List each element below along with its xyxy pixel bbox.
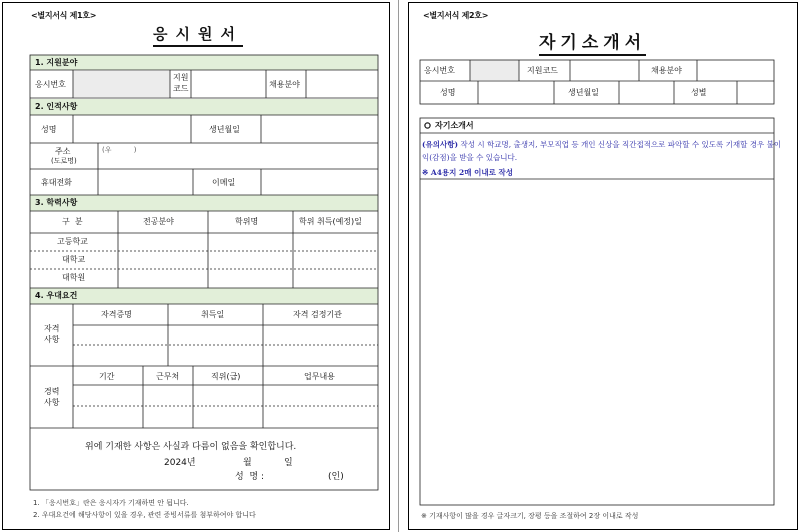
section-preference: 4. 우대요건 — [35, 291, 78, 300]
gender-field[interactable] — [738, 82, 773, 103]
header-position: 직위(급) — [211, 372, 241, 381]
header-cert-date: 취득일 — [201, 310, 225, 319]
form-number-2: <별지서식 제2호> — [423, 11, 489, 20]
birth-field[interactable] — [262, 116, 377, 142]
note-item: 2. 우대요건에 해당사항이 있을 경우, 관련 증빙서류를 첨부하여야 합니다 — [33, 511, 256, 519]
label-hire-field: 채용분야 — [269, 80, 300, 89]
section-apply-field: 1. 지원분야 — [35, 58, 78, 67]
header-cert-name: 자격증명 — [101, 310, 132, 319]
label-career: 경력 — [44, 387, 60, 396]
note-item: 1. 「응시번호」란은 응시자가 기재하면 안 됩니다. — [33, 499, 189, 507]
label-hire-field: 채용분야 — [651, 66, 682, 75]
label-name: 성명 — [440, 88, 456, 97]
row-high-school: 고등학교 — [57, 237, 88, 246]
label-birth: 생년월일 — [568, 88, 599, 97]
label-mobile: 휴대전화 — [41, 178, 72, 187]
caution-notice — [422, 138, 782, 164]
self-introduction-title: 자기소개서 — [539, 28, 646, 56]
header-cert-org: 자격 검정기관 — [293, 310, 342, 319]
label-address: 주소 — [55, 147, 71, 156]
label-cert: 자격 — [44, 324, 60, 333]
row-university: 대학교 — [62, 255, 86, 264]
confirm-seal: (인) — [328, 472, 344, 482]
zip-code-field[interactable]: (우 ) — [102, 146, 137, 154]
confirm-year: 2024년 — [164, 458, 196, 468]
footer-note: ※ 기재사항이 많을 경우 글자크기, 장평 등을 조절하여 2장 이내로 작성 — [421, 512, 639, 520]
confirm-day: 일 — [284, 458, 293, 468]
row-graduate: 대학원 — [62, 273, 86, 282]
confirm-name-label: 성 명 : — [235, 472, 265, 482]
self-intro-writing-area[interactable] — [421, 180, 773, 504]
confirm-month: 월 — [243, 458, 252, 468]
label-name: 성명 — [41, 125, 57, 134]
hire-field-field[interactable] — [698, 61, 773, 80]
label-exam-number: 응시번호 — [35, 80, 66, 89]
name-field[interactable] — [74, 116, 190, 142]
birth-field[interactable] — [620, 82, 673, 103]
header-period: 기간 — [99, 372, 115, 381]
label-apply-code: 지원코드 — [527, 66, 558, 75]
label-birth: 생년월일 — [209, 125, 240, 134]
label-address-road: (도로명) — [51, 157, 77, 165]
hire-field-field[interactable] — [307, 71, 377, 97]
application-form-page — [2, 2, 390, 530]
header-degree: 학위명 — [235, 217, 259, 226]
mobile-field[interactable] — [99, 170, 192, 194]
caution-text: 작성 시 학교명, 출생지, 부모직업 등 개인 신상을 직간접적으로 파악할 수 있도록 기재할 경우 불이익(감점)을 받을 수 있습니다. — [422, 140, 782, 162]
label-apply-code-2: 코드 — [173, 84, 189, 93]
name-field[interactable] — [479, 82, 553, 103]
a4-limit-note: ※ A4용지 2매 이내로 작성 — [422, 168, 513, 177]
label-career-2: 사항 — [44, 398, 60, 407]
form-number-1: <별지서식 제1호> — [31, 11, 97, 20]
header-workplace: 근무처 — [156, 372, 180, 381]
header-duties: 업무내용 — [304, 372, 335, 381]
header-degree-date: 학위 취득(예정)일 — [299, 217, 362, 226]
apply-code-field[interactable] — [191, 71, 265, 97]
label-gender: 성별 — [691, 88, 707, 97]
section-personal-info: 2. 인적사항 — [35, 102, 78, 111]
header-major: 전공분야 — [143, 217, 174, 226]
label-exam-number: 응시번호 — [424, 66, 455, 75]
label-cert-2: 사항 — [44, 335, 60, 344]
self-introduction-page — [408, 2, 798, 530]
self-intro-section-title: 자기소개서 — [435, 121, 474, 130]
header-division: 구 분 — [62, 217, 83, 226]
page-divider — [398, 0, 399, 532]
form-notes — [33, 497, 256, 521]
label-email: 이메일 — [212, 178, 236, 187]
section-education: 3. 학력사항 — [35, 198, 78, 207]
label-apply-code: 지원 — [173, 73, 189, 82]
application-form-title: 응시원서 — [153, 23, 243, 47]
apply-code-field[interactable] — [571, 61, 638, 80]
email-field[interactable] — [262, 170, 377, 194]
confirmation-statement: 위에 기재한 사항은 사실과 다름이 없음을 확인합니다. — [85, 442, 297, 452]
caution-tag: (유의사항) — [422, 140, 459, 149]
